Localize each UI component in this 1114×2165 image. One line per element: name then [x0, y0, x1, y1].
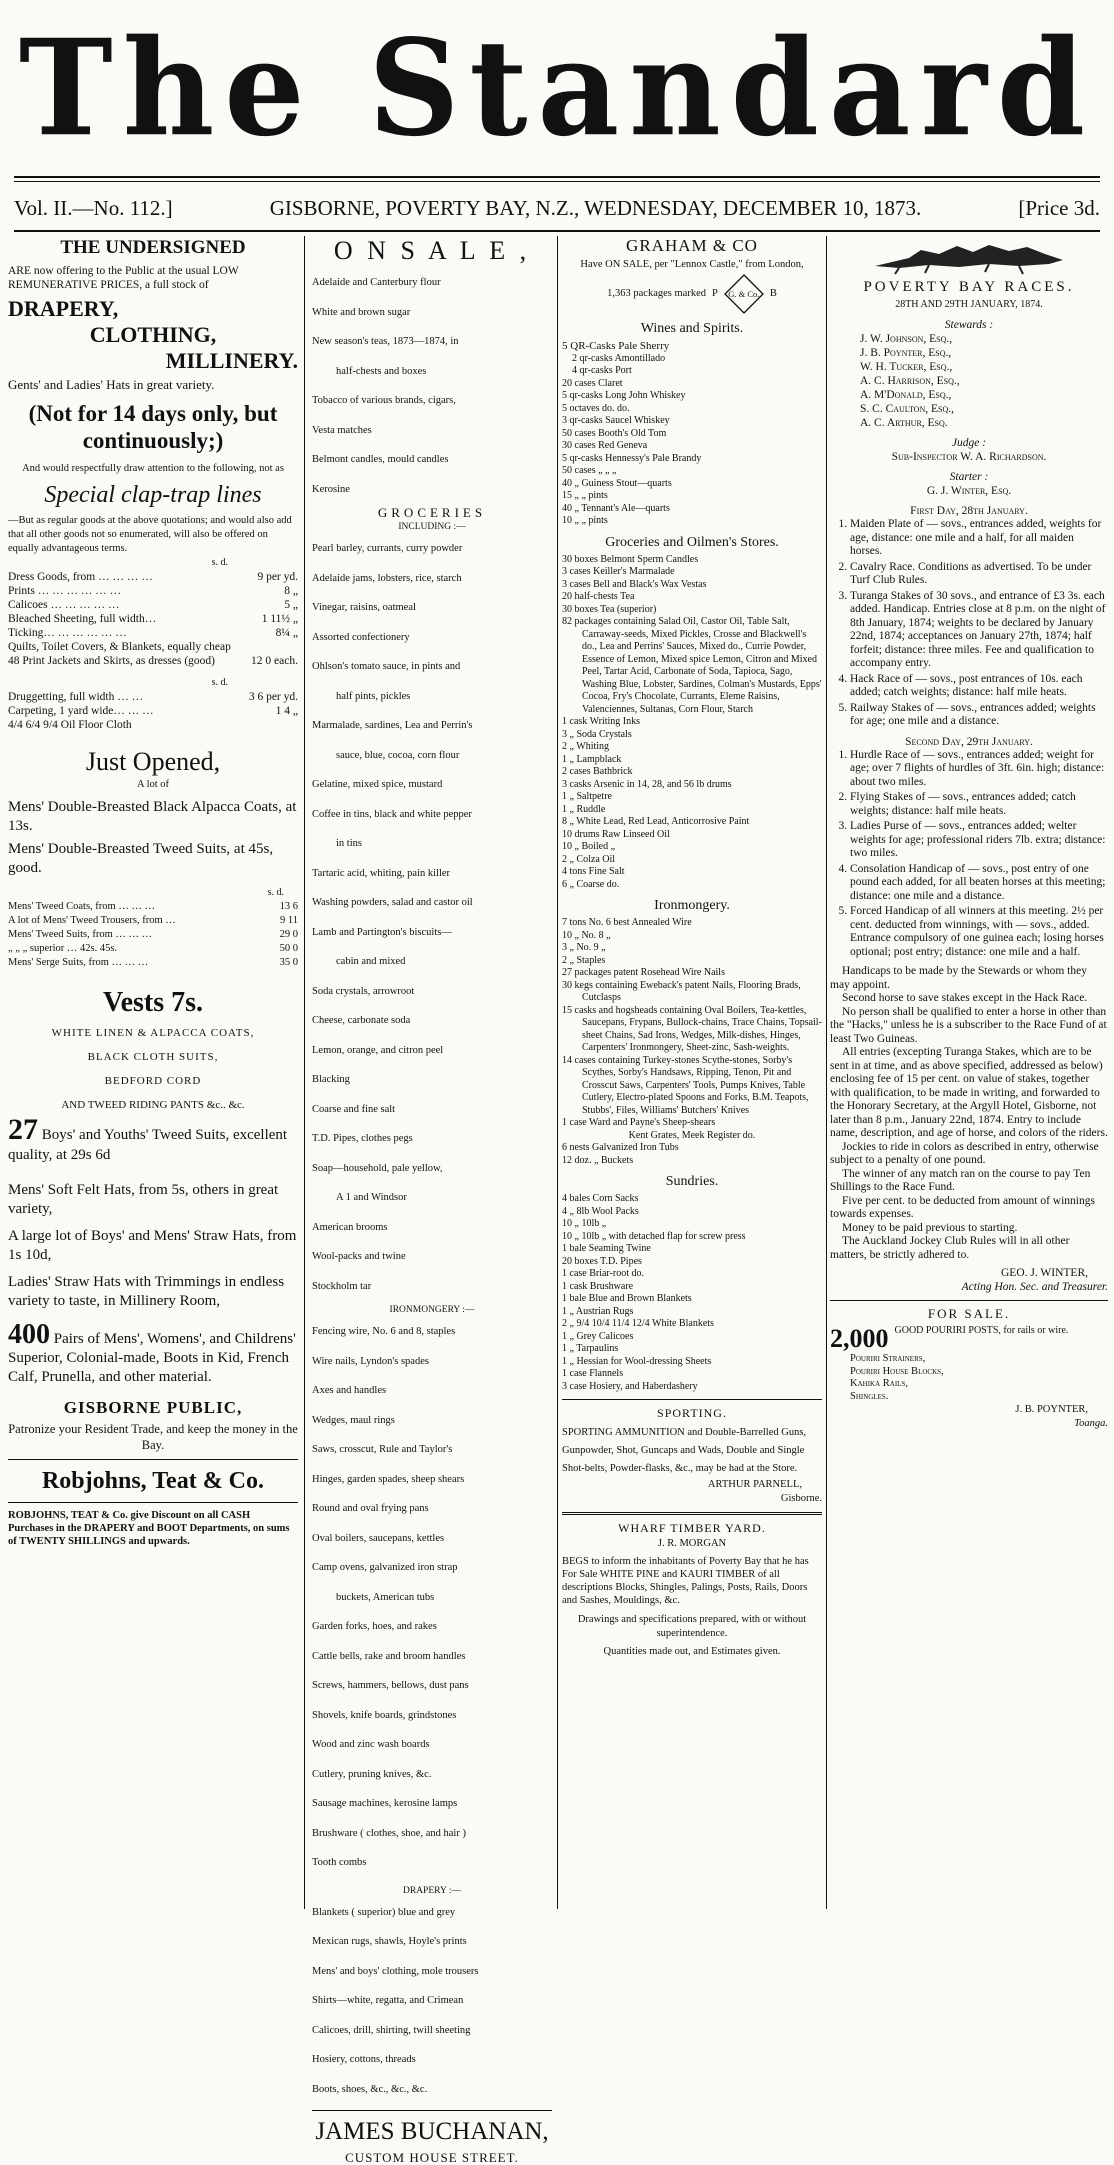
day1-heading: First Day, 28th January.: [910, 505, 1028, 517]
list-item: 4 tons Fine Salt: [562, 866, 625, 877]
steward: A. C. Arthur, Esq.: [860, 417, 948, 429]
price-list-carpets: [8, 690, 298, 732]
list-item: 2 qr-casks Amontillado: [572, 352, 666, 364]
for-sale-heading: FOR SALE.: [927, 1306, 1011, 1321]
price-row: Mens' Tweed Suits, from … … … 29 0: [8, 929, 298, 940]
list-item: 20 boxes T.D. Pipes: [562, 1255, 642, 1267]
list-item: 1 case Ward and Payne's Sheep-shears: [562, 1117, 716, 1128]
wines-list: [562, 340, 822, 528]
list-item: Brushware ( clothes, shoe, and hair ): [312, 1827, 466, 1839]
list-item: Adelaide and Canterbury flour: [312, 277, 441, 288]
steward: A. M'Donald, Esq.,: [860, 389, 952, 401]
for-sale-posts: [830, 1325, 1108, 1353]
secretary-title: Acting Hon. Sec. and Treasurer.: [961, 1281, 1108, 1293]
secretary-name: GEO. J. WINTER,: [1001, 1267, 1088, 1279]
list-item: Washing powders, salad and castor oil: [312, 897, 473, 908]
ladies-hats-text: Ladies' Straw Hats with Trimmings in endless variety to taste, in Millinery Room,: [8, 1274, 285, 1309]
list-item: in tins: [336, 838, 362, 849]
list-item: Shingles.: [850, 1390, 889, 1402]
list-item: 3 casks Arsenic in 14, 28, and 56 lb drums: [562, 778, 732, 790]
list-item: 1 „ Austrian Rugs: [562, 1305, 634, 1317]
diamond-mark-icon: [724, 274, 764, 314]
list-item: 1 „ Tarpaulins: [562, 1343, 619, 1354]
price-row: Dress Goods, from … … … … 9 per yd.: [8, 571, 298, 583]
rule-text: All entries (excepting Turanga Stakes, which are to be sent in at time, and as above specified, addressed as below) enclosing fee of 15 per cent. on value of stakes, together with qualification, to be made in writing, and forwarded to the Honorary Secretary, at the Argyll Hotel, Gisborne, not later than 8 p.m., January 22nd, 1874. Entry to include name, description, and age of horse, and colors of the riders.: [830, 1046, 1108, 1139]
rule-text: The winner of any match ran on the course to pay Ten Shillings to the Race Fund.: [830, 1167, 1091, 1193]
drapery-list: [312, 1898, 552, 2105]
race-entry: 2. Flying Stakes of — sovs., entrances added; catch weights; distance: half mile heats.: [850, 791, 1108, 818]
parnell-name: ARTHUR PARNELL,: [707, 1479, 802, 1490]
list-item: New season's teas, 1873—1874, in: [312, 336, 459, 347]
list-item: 50 cases „ „ „: [562, 465, 617, 476]
list-item: Adelaide jams, lobsters, rice, starch: [312, 572, 462, 584]
hats-text: Gents' and Ladies' Hats in great variety.: [8, 377, 215, 392]
steward: S. C. Caulton, Esq.,: [860, 403, 954, 415]
list-item: 5 qr-casks Hennessy's Pale Brandy: [562, 452, 702, 464]
list-item: 7 tons No. 6 best Annealed Wire: [562, 917, 692, 928]
ironmongery-label: IRONMONGERY :—: [389, 1305, 475, 1315]
list-item: 10 „ 10lb „: [562, 1218, 607, 1229]
list-item: half-chests and boxes: [336, 365, 427, 377]
straw-hats-text: A large lot of Boys' and Mens' Straw Hats, from 1s 10d,: [8, 1228, 297, 1263]
list-item: 1 bale Blue and Brown Blankets: [562, 1293, 692, 1304]
list-item: 1 „ Hessian for Wool-dressing Sheets: [562, 1355, 712, 1367]
draw-attention: And would respectfully draw attention to the following, not as: [22, 463, 284, 474]
price-list-mens: [8, 900, 298, 970]
poynter-name: J. B. POYNTER,: [1015, 1404, 1088, 1415]
list-item: Fencing wire, No. 6 and 8, staples: [312, 1326, 456, 1337]
list-item: 4 „ 8lb Wool Packs: [562, 1205, 639, 1217]
drapery-heading: DRAPERY,: [8, 296, 119, 321]
on-sale-heading: O N S A L E ,: [333, 236, 531, 265]
column-divider: [826, 236, 827, 1909]
boys-suits-text: 27 Boys' and Youths' Tweed Suits, excellent quality, at 29s 6d: [8, 1113, 288, 1163]
list-item: 30 boxes Belmont Sperm Candles: [562, 553, 699, 565]
price-row: Mens' Tweed Coats, from … … … 13 6: [8, 901, 298, 912]
list-item: Cutlery, pruning knives, &c.: [312, 1768, 432, 1780]
list-item: 2 „ Colza Oil: [562, 853, 616, 865]
rule-text: Money to be paid previous to starting.: [842, 1221, 1018, 1234]
steward: A. C. Harrison, Esq.,: [860, 375, 960, 387]
list-item: Shirts—white, regatta, and Crimean: [312, 1995, 464, 2006]
groceries-heading: GROCERIES: [377, 505, 487, 520]
list-item: Screws, hammers, bellows, dust pans: [312, 1680, 469, 1691]
list-item: 27 packages patent Rosehead Wire Nails: [562, 967, 725, 978]
list-item: 82 packages containing Salad Oil, Castor Oil, Table Salt, Carraway-seeds, Mixed Pickles, Crosse and Blackwell's do., Lea and Perrins' Sauces, Mixed do., Currie Powder, Essence of Lemon, Mixed spice Lemon, Citron and Mixed Peel, Tartar Acid, Carbonate of Soda, Tapioca, Sago, Washing Blue, Lobster, Sardines, Colman's Mustards, Epps' Cocoa, Fry's Chocolate, Currants, Eleme Raisins, Valenciennes, Sultanas, Corn Flour, Starch: [562, 616, 822, 715]
price-row: Druggetting, full width … … 3 6 per yd.: [8, 691, 298, 703]
list-item: 1 „ Lampblack: [562, 753, 622, 765]
wharf-text: BEGS to inform the inhabitants of Poverty Bay that he has For Sale WHITE PINE and KAURI TIMBER of all descriptions Blocks, Shingles, Palings, Posts, Rails, Doors and Sashes, Mouldings, &c.: [562, 1556, 809, 1606]
patronize-text: Patronize your Resident Trade, and keep the money in the Bay.: [8, 1422, 298, 1452]
for-sale-quantity: 2,000: [830, 1324, 889, 1353]
separator: [562, 1512, 822, 1515]
rule-text: Jockies to ride in colors as described in entry, otherwise subject to a penalty of one pound.: [830, 1140, 1099, 1166]
grocery-list: [562, 554, 822, 892]
price-row: 48 Print Jackets and Skirts, as dresses (good) 12 0 each.: [8, 655, 298, 667]
list-item: American brooms: [312, 1221, 388, 1233]
stewards-list: [830, 332, 1108, 430]
list-item: Mens' and boys' clothing, mole trousers: [312, 1965, 479, 1977]
dateline-rule: [14, 230, 1100, 232]
race-entry: 3. Ladies Purse of — sovs., entrances added; welter weights for age; professional riders 7lb. extra; distance: two miles.: [850, 820, 1108, 861]
list-item: White and brown sugar: [312, 306, 411, 318]
column-divider: [557, 236, 558, 1909]
list-item: 50 cases Booth's Old Tom: [562, 427, 667, 439]
racehorses-illustration: [830, 236, 1108, 276]
starter-name: G. J. Winter, Esq.: [926, 485, 1012, 497]
rule-text: The Auckland Jockey Club Rules will in all other matters, be strictly adhered to.: [830, 1235, 1070, 1261]
sporting-heading: SPORTING.: [657, 1406, 727, 1420]
sundries-list: [562, 1193, 822, 1393]
list-item: 1 cask Writing Inks: [562, 716, 641, 727]
list-item: Lemon, orange, and citron peel: [312, 1044, 444, 1056]
list-item: A 1 and Windsor: [336, 1192, 407, 1203]
a-lot-text: A lot of: [136, 779, 170, 790]
mens-coats-text: Mens' Double-Breasted Black Alpacca Coats, at 13s.: [8, 799, 297, 834]
firm-name: Robjohns, Teat & Co.: [41, 1468, 265, 1494]
list-item: 3 „ Soda Crystals: [562, 728, 632, 740]
rule-text: Handicaps to be made by the Stewards or whom they may appoint.: [830, 965, 1087, 991]
mark-center: G. & Co.: [728, 289, 760, 299]
felt-hats-text: Mens' Soft Felt Hats, from 5s, others in great variety,: [8, 1182, 279, 1217]
rule-text: No person shall be qualified to enter a horse in other than the "Hacks," unless he is a subscriber to the Race Fund of at least Two Guineas.: [830, 1005, 1107, 1045]
price-header: s. d.: [211, 557, 228, 568]
dateline: [14, 188, 1100, 228]
column-divider: [304, 236, 305, 1909]
list-item: Kent Grates, Meek Register do.: [628, 1129, 756, 1141]
just-opened-heading: Just Opened,: [85, 747, 221, 776]
list-item: 4 bales Corn Sacks: [562, 1193, 639, 1204]
race-entry: 4. Consolation Handicap of — sovs., post entry of one pound each added, for all beaten horses at this meeting; distance: one mile and a distance.: [850, 863, 1108, 904]
list-item: 1 case Briar-root do.: [562, 1268, 644, 1279]
price-row: Ticking… … … … … … 8¼ „: [8, 627, 298, 639]
racehorses-icon: [869, 236, 1069, 276]
claptrap-heading: Special clap-trap lines: [44, 482, 262, 508]
race-entry: 5. Forced Handicap of all winners at this meeting. 2½ per cent. deducted from winnings, with — sovs., added. Entrance compulsory of one guinea each; losing horses optional; post entry; distance: one mile and a half.: [850, 905, 1108, 959]
race-entry: 2. Cavalry Race. Conditions as advertised. To be under Turf Club Rules.: [850, 561, 1108, 588]
wharf-heading: WHARF TIMBER YARD.: [618, 1521, 766, 1535]
separator: [8, 1502, 298, 1503]
list-item: 3 cases Keiller's Marmalade: [562, 566, 675, 577]
merchant-address: CUSTOM HOUSE STREET.: [345, 2150, 519, 2165]
price-row: Quilts, Toilet Covers, & Blankets, equally cheap: [8, 641, 231, 653]
grocery-heading: Groceries and Oilmen's Stores.: [605, 534, 779, 550]
masthead: [0, 0, 1114, 172]
list-item: Hinges, garden spades, sheep shears: [312, 1473, 465, 1485]
separator: [830, 1300, 1108, 1301]
list-item: Tobacco of various brands, cigars,: [312, 395, 456, 406]
list-item: Soda crystals, arrowroot: [312, 985, 415, 997]
list-item: 20 half-chests Tea: [562, 591, 635, 602]
list-item: Blacking: [312, 1074, 350, 1085]
list-item: Pearl barley, currants, curry powder: [312, 543, 463, 554]
list-item: 10 „ Boiled „: [562, 841, 616, 852]
list-item: 10 drums Raw Linseed Oil: [562, 828, 670, 840]
list-item: sauce, blue, cocoa, corn flour: [336, 749, 460, 761]
list-item: Cheese, carbonate soda: [312, 1015, 411, 1026]
day2-races: [830, 749, 1108, 960]
place-date: GISBORNE, POVERTY BAY, N.Z., WEDNESDAY, DECEMBER 10, 1873.: [269, 195, 922, 220]
race-entry: 1. Hurdle Race of — sovs., entrances added; weight for age; over 7 flights of hurdles of 3ft. 6in. high; distance: about two miles.: [850, 749, 1108, 790]
list-item: Tooth combs: [312, 1857, 367, 1868]
column-races: [830, 236, 1108, 1911]
column-on-sale: [312, 236, 552, 2165]
list-item: Stockholm tar: [312, 1280, 372, 1292]
list-item: Lamb and Partington's biscuits—: [312, 926, 452, 938]
list-item: Boots, shoes, &c., &c., &c.: [312, 2083, 428, 2095]
list-item: Garden forks, hoes, and rakes: [312, 1621, 437, 1632]
list-item: Axes and handles: [312, 1385, 387, 1396]
steward: W. H. Tucker, Esq.,: [860, 361, 953, 373]
list-item: 10 „ No. 8 „: [562, 929, 611, 941]
discount-text: ROBJOHNS, TEAT & Co. give Discount on all CASH Purchases in the DRAPERY and BOOT Departments, on sums of TWENTY SHILLINGS and upwards.: [8, 1510, 290, 1547]
list-item: 15 casks and hogsheads containing Oval Boilers, Tea-kettles, Saucepans, Frypans, Bullock-chains, Trace Chains, Topsail-sheet Chains, Sad Irons, Wedges, Milk-dishes, Hinges, Carpenters' Ironmongery, Sheet-zinc, Sash-weights.: [562, 1004, 822, 1053]
separator: [8, 1459, 298, 1460]
graham-heading: GRAHAM & CO: [626, 236, 758, 255]
list-item: Round and oval frying pans: [312, 1503, 429, 1514]
morgan-name: J. R. MORGAN: [657, 1538, 727, 1549]
list-item: Soap—household, pale yellow,: [312, 1162, 443, 1174]
list-item: Hosiery, cottons, threads: [312, 2054, 416, 2065]
list-item: Vinegar, raisins, oatmeal: [312, 602, 416, 613]
list-item: 14 cases containing Turkey-stones Scythe-stones, Sorby's Scythes, Sorby's Handsaws, Ripping, Tenon, Pit and Crosscut Saws, Carpenters' Tools, Pumps Knives, Table Cutlery, Electro-plated Spoons and Forks, B.M. Teapots, Stubbs', Files, Williams' Butchers' Knives: [562, 1054, 809, 1116]
mark-b: B: [769, 288, 777, 299]
race-entry: 3. Turanga Stakes of 30 sovs., and entrance of £3 3s. each added. Handicap. Entries close at 8 p.m. on the night of 8th January, 1874; weights to be declared by January 22nd, 1874; acceptances on January 27th, 1874; half forfeit; distance: three miles. Fee and qualification to accompany entry.: [850, 590, 1108, 671]
masthead-rule: [14, 176, 1100, 178]
separator: [312, 2110, 552, 2111]
races-heading: POVERTY BAY RACES.: [863, 279, 1075, 295]
black-cloth-text: BLACK CLOTH SUITS,: [87, 1051, 219, 1063]
list-item: Pouriri Strainers,: [850, 1353, 926, 1364]
day2-heading: Second Day, 29th January.: [905, 735, 1033, 748]
list-item: 12 doz. „ Buckets: [562, 1154, 634, 1166]
ironmongery-heading: Ironmongery.: [654, 898, 730, 913]
price-row: Carpeting, 1 yard wide… … … 1 4 „: [8, 705, 298, 717]
list-item: Belmont candles, mould candles: [312, 454, 449, 465]
price: [Price 3d.: [1018, 195, 1100, 220]
groceries-list: [312, 534, 552, 1301]
list-item: 2 „ Whiting: [562, 741, 610, 752]
drawings-text: Drawings and specifications prepared, with or without superintendence.: [577, 1614, 807, 1639]
list-item: 10 „ 10lb „ with detached flap for screw press: [562, 1230, 746, 1242]
list-item: T.D. Pipes, clothes pegs: [312, 1133, 413, 1144]
race-entry: 4. Hack Race of — sovs., post entrances of 10s. each added; catch weights; distance: half mile heats.: [850, 673, 1108, 700]
starter-heading: Starter :: [949, 471, 989, 483]
list-item: 30 kegs containing Eweback's patent Nails, Flooring Brads, Cutclasps: [562, 979, 801, 1003]
for-sale-list: [830, 1353, 1108, 1403]
list-item: 10 „ „ pints: [562, 515, 608, 526]
rule-text: Five per cent. to be deducted from amount of winnings towards expenses.: [830, 1194, 1095, 1220]
rule-text: Second horse to save stakes except in the Hack Race.: [842, 992, 1088, 1004]
race-entry: 5. Railway Stakes of — sovs., entrances added; weights for age; one mile and a distance.: [850, 702, 1108, 729]
ad-intro: ARE now offering to the Public at the usual LOW REMUNERATIVE PRICES, a full stock of: [8, 265, 239, 291]
list-item: Ohlson's tomato sauce, in pints and: [312, 661, 461, 672]
packages-text: 1,363 packages marked: [607, 288, 706, 299]
separator: [562, 1399, 822, 1400]
price-row: Mens' Serge Suits, from … … … 35 0: [8, 957, 298, 968]
list-item: 40 „ Tennant's Ale—quarts: [562, 502, 670, 514]
list-item: Pouriri House Blocks,: [850, 1365, 944, 1377]
list-item: Assorted confectionery: [312, 631, 410, 643]
list-item: Saws, crosscut, Rule and Taylor's: [312, 1444, 453, 1455]
list-item: Oval boilers, saucepans, kettles: [312, 1532, 445, 1544]
list-item: 1 „ Saltpetre: [562, 791, 612, 802]
list-item: Marmalade, sardines, Lea and Perrin's: [312, 720, 473, 731]
list-item: 30 boxes Tea (superior): [562, 603, 657, 615]
price-row: Prints … … … … … … 8 „: [8, 585, 298, 597]
not-14-days: (Not for 14 days only, but continuously;): [28, 401, 278, 453]
graham-intro: Have ON SALE, per "Lennox Castle," from London,: [580, 259, 804, 270]
for-sale-text: GOOD POURIRI POSTS, for rails or wire.: [894, 1325, 1069, 1336]
merchant-mark: [562, 274, 822, 314]
stewards-heading: Stewards :: [944, 319, 994, 331]
list-item: buckets, American tubs: [336, 1591, 435, 1603]
newspaper-title: The Standard: [18, 10, 1096, 166]
list-item: 3 „ No. 9 „: [562, 942, 606, 953]
column-robjohns: [8, 236, 298, 1911]
list-item: Vesta matches: [312, 424, 372, 436]
riding-pants-text: AND TWEED RIDING PANTS &c.. &c.: [61, 1099, 245, 1111]
list-item: 20 cases Claret: [562, 377, 623, 389]
list-item: 15 „ „ pints: [562, 490, 608, 501]
list-item: Mexican rugs, shawls, Hoyle's prints: [312, 1936, 467, 1947]
list-item: 3 qr-casks Saucel Whiskey: [562, 415, 670, 426]
list-item: 2 „ 9/4 10/4 11/4 12/4 White Blankets: [562, 1318, 714, 1329]
list-item: 5 qr-casks Long John Whiskey: [562, 390, 686, 401]
race-entry: 1. Maiden Plate of — sovs., entrances added, weights for age, distance: one mile and a half, for all maiden horses.: [850, 518, 1108, 559]
list-item: Kahika Rails,: [850, 1378, 908, 1389]
day1-races: [830, 518, 1108, 729]
clothing-heading: CLOTHING,: [89, 322, 217, 347]
masthead-rule-thin: [14, 181, 1100, 182]
list-item: 2 cases Bathbrick: [562, 766, 633, 777]
bedford-text: BEDFORD CORD: [104, 1075, 202, 1087]
list-item: 1 case Flannels: [562, 1368, 624, 1379]
price-header: s. d.: [211, 677, 228, 688]
mens-suits-text: Mens' Double-Breasted Tweed Suits, at 45s, good.: [8, 841, 274, 876]
steward: J. B. Poynter, Esq.,: [860, 347, 952, 359]
list-item: Coarse and fine salt: [312, 1103, 396, 1115]
list-item: 40 „ Guiness Stout—quarts: [562, 477, 672, 489]
steward: J. W. Johnson, Esq.,: [860, 333, 953, 345]
column-graham: [562, 236, 822, 1911]
parnell-place: Gisborne.: [780, 1493, 822, 1504]
price-row: 4/4 6/4 9/4 Oil Floor Cloth: [8, 719, 132, 731]
price-list-drapery: [8, 570, 298, 668]
list-item: Wood and zinc wash boards: [312, 1739, 430, 1750]
list-item: Wedges, maul rings: [312, 1414, 395, 1426]
list-item: Tartaric acid, whiting, pain killer: [312, 867, 451, 879]
vests-heading: Vests 7s.: [102, 987, 204, 1018]
judge-name: Sub-Inspector W. A. Richardson.: [891, 451, 1047, 463]
list-item: Blankets ( superior) blue and grey: [312, 1906, 456, 1918]
price-row: A lot of Mens' Tweed Trousers, from … 9 11: [8, 915, 298, 926]
list-item: Wool-packs and twine: [312, 1251, 406, 1262]
list-item: Cattle bells, rake and broom handles: [312, 1650, 466, 1662]
wines-heading: Wines and Spirits.: [640, 321, 744, 336]
list-item: 5 QR-Casks Pale Sherry: [562, 340, 670, 352]
list-item: half pints, pickles: [336, 690, 411, 702]
on-sale-list: [312, 268, 552, 504]
list-item: Calicoes, drill, shirting, twill sheeting: [312, 2024, 471, 2036]
price-header: s. d.: [267, 887, 284, 898]
price-row: Calicoes … … … … … 5 „: [8, 599, 298, 611]
drapery-label: DRAPERY :—: [403, 1885, 461, 1896]
boots-text: 400 Pairs of Mens', Womens', and Childrens' Superior, Colonial-made, Boots in Kid, French Calf, Prunella, and other material.: [8, 1319, 296, 1385]
ironmongery-list: [312, 1317, 552, 1878]
judge-heading: Judge :: [951, 437, 987, 449]
list-item: 3 cases Bell and Black's Wax Vestas: [562, 578, 707, 590]
poynter-place: Toanga.: [1074, 1418, 1108, 1429]
mark-p: P: [711, 288, 718, 299]
gisborne-public-heading: GISBORNE PUBLIC,: [63, 1398, 243, 1417]
list-item: 30 cases Red Geneva: [562, 440, 648, 451]
white-linen-text: WHITE LINEN & ALPACCA COATS,: [51, 1027, 255, 1039]
list-item: cabin and mixed: [336, 956, 406, 967]
volume-number: Vol. II.—No. 112.]: [14, 195, 173, 220]
list-item: 6 nests Galvanized Iron Tubs: [562, 1142, 679, 1153]
list-item: Shovels, knife boards, grindstones: [312, 1709, 457, 1721]
list-item: 4 qr-casks Port: [572, 365, 632, 376]
list-item: 1 cask Brushware: [562, 1280, 634, 1292]
millinery-heading: MILLINERY.: [165, 348, 298, 373]
list-item: Kerosine: [312, 483, 350, 495]
list-item: Coffee in tins, black and white pepper: [312, 808, 472, 820]
race-dates: 28TH AND 29TH JANUARY, 1874.: [895, 299, 1043, 310]
list-item: Camp ovens, galvanized iron strap: [312, 1562, 458, 1573]
list-item: Gelatine, mixed spice, mustard: [312, 779, 443, 790]
list-item: 8 „ White Lead, Red Lead, Anticorrosive Paint: [562, 816, 750, 827]
list-item: 1 „ Grey Calicoes: [562, 1330, 634, 1342]
sundries-heading: Sundries.: [665, 1174, 719, 1189]
race-rules: [830, 965, 1108, 1262]
list-item: 2 „ Staples: [562, 954, 606, 966]
including-label: INCLUDING :—: [398, 522, 466, 532]
price-row: Bleached Sheeting, full width… 1 11½ „: [8, 613, 298, 625]
list-item: 1 bale Seaming Twine: [562, 1243, 651, 1254]
ironmongery-list: [562, 917, 822, 1167]
price-row: „ „ „ superior … 42s. 45s. 50 0: [8, 943, 298, 954]
list-item: 6 „ Coarse do.: [562, 878, 620, 890]
merchant-name: JAMES BUCHANAN,: [315, 2118, 549, 2145]
regular-goods-text: —But as regular goods at the above quotations; and would also add that all other goods not so enumerated, will also be offered on equally advantageous terms.: [8, 515, 292, 554]
list-item: Wire nails, Lyndon's spades: [312, 1355, 429, 1367]
list-item: Sausage machines, kerosine lamps: [312, 1798, 458, 1809]
sporting-text: SPORTING AMMUNITION and Double-Barrelled Guns, Gunpowder, Shot, Guncaps and Wads, Double and Single Shot-belts, Powder-flasks, &c., may be had at the Store.: [562, 1427, 807, 1474]
list-item: 3 case Hosiery, and Haberdashery: [562, 1380, 698, 1392]
quantities-text: Quantities made out, and Estimates given.: [603, 1646, 781, 1657]
ad-heading: THE UNDERSIGNED: [60, 237, 246, 258]
list-item: 1 „ Ruddle: [562, 803, 606, 815]
list-item: 5 octaves do. do.: [562, 402, 630, 414]
